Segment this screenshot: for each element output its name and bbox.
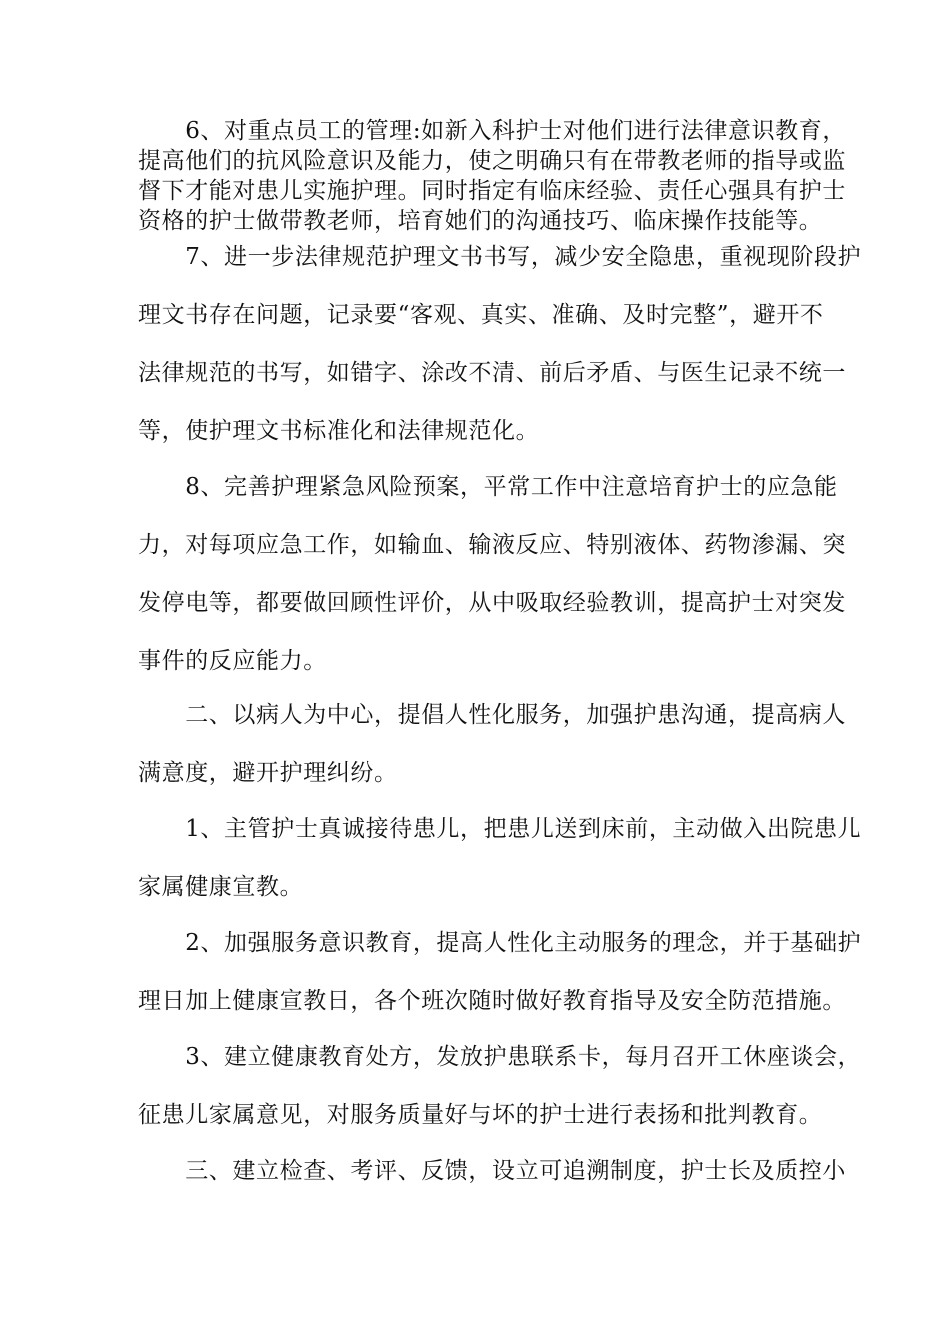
text-line: 事件的反应能力。 <box>138 648 327 674</box>
section-heading-3 <box>138 1142 846 1200</box>
text-line: 资格的护士做带教老师，培育她们的沟通技巧、临床操作技能等。 <box>138 208 823 234</box>
paragraph-item-2-1 <box>138 800 861 916</box>
text-line: 7、进一步法律规范护理文书书写，减少安全隐患，重视现阶段护 <box>138 244 862 270</box>
text-line: 提高他们的抗风险意识及能力，使之明确只有在带教老师的指导或监 <box>138 148 846 174</box>
text-line: 理日加上健康宣教日，各个班次随时做好教育指导及安全防范措施。 <box>138 988 846 1014</box>
text-line: 二、以病人为中心，提倡人性化服务，加强护患沟通，提高病人 <box>138 702 846 728</box>
text-line: 2、加强服务意识教育，提高人性化主动服务的理念，并于基础护 <box>138 930 862 956</box>
text-line: 家属健康宣教。 <box>138 874 304 900</box>
text-line: 发停电等，都要做回顾性评价，从中吸取经验教训，提高护士对突发 <box>138 590 846 616</box>
text-line: 1、主管护士真诚接待患儿，把患儿送到床前，主动做入出院患儿 <box>138 816 862 842</box>
paragraph-item-2-3 <box>138 1028 861 1144</box>
text-line: 满意度，避开护理纠纷。 <box>138 760 398 786</box>
text-line: 理文书存在问题，记录要“客观、真实、准确、及时完整”，避开不 <box>138 302 824 328</box>
paragraph-item-2-2 <box>138 914 861 1030</box>
paragraph-item-8 <box>138 458 846 690</box>
text-line: 三、建立检查、考评、反馈，设立可追溯制度，护士长及质控小 <box>138 1158 846 1184</box>
text-line: 力，对每项应急工作，如输血、输液反应、特别液体、药物渗漏、突 <box>138 532 846 558</box>
text-line: 8、完善护理紧急风险预案，平常工作中注意培育护士的应急能 <box>138 474 838 500</box>
paragraph-item-6 <box>138 116 846 236</box>
text-line: 法律规范的书写，如错字、涂改不清、前后矛盾、与医生记录不统一 <box>138 360 846 386</box>
text-line: 督下才能对患儿实施护理。同时指定有临床经验、责任心强具有护士 <box>138 178 846 204</box>
paragraph-item-7 <box>138 228 861 460</box>
text-line: 6、对重点员工的管理:如新入科护士对他们进行法律意识教育， <box>138 118 846 144</box>
text-line: 征患儿家属意见，对服务质量好与坏的护士进行表扬和批判教育。 <box>138 1102 823 1128</box>
text-line: 等，使护理文书标准化和法律规范化。 <box>138 418 540 444</box>
text-line: 3、建立健康教育处方，发放护患联系卡，每月召开工休座谈会， <box>138 1044 862 1070</box>
section-heading-2 <box>138 686 846 802</box>
